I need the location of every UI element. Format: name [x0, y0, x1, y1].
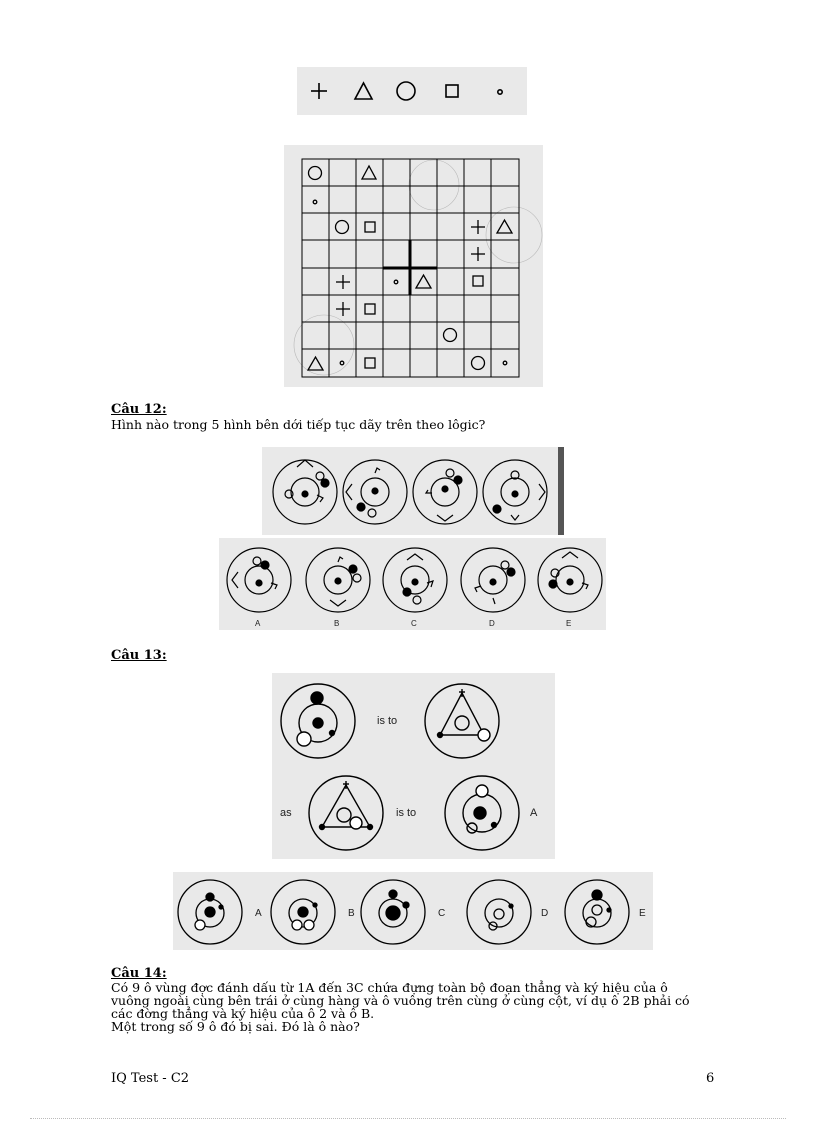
q14-heading: Câu 14: — [111, 966, 167, 981]
q12-options-graphic — [219, 538, 606, 630]
q13-options-figure — [173, 872, 653, 950]
q12-sequence-graphic — [262, 447, 564, 535]
sequence-figure-1 — [273, 460, 337, 524]
option-c-figure — [361, 880, 425, 944]
q12-option-a-label: A — [255, 619, 261, 628]
symbol-grid-puzzle — [284, 145, 543, 387]
q13-options-graphic — [173, 872, 653, 950]
q12-heading: Câu 12: — [111, 402, 167, 417]
q13-heading: Câu 13: — [111, 648, 167, 663]
option-c-figure — [383, 548, 447, 612]
sequence-figure-3 — [413, 460, 477, 524]
q13-as: as — [280, 807, 292, 819]
q13-answer-marker: A — [530, 807, 538, 819]
q14-text — [111, 981, 731, 1033]
analogy-fourth-term — [445, 776, 519, 850]
option-e-figure — [565, 880, 629, 944]
q12-option-c-label: C — [411, 619, 417, 628]
q14-line-2: vuông ngoài cùng bên trái ở cùng hàng và ô vuông trên cùng ở cùng cột, ví dụ ô 2B phải có — [111, 993, 690, 1008]
q13-option-a-label: A — [255, 908, 262, 919]
q13-option-d-label: D — [541, 908, 549, 919]
q13-option-e-label: E — [639, 908, 646, 919]
q13-analogy-graphic — [272, 673, 555, 859]
q14-line-4: Một trong số 9 ô đó bị sai. Đó là ô nào? — [111, 1019, 360, 1034]
option-e-figure — [538, 548, 602, 612]
q13-is-to-2: is to — [396, 807, 417, 819]
page-bottom-divider — [30, 1118, 786, 1119]
q14-line-3: các đờng thẳng và ký hiệu của ô 2 và ô B. — [111, 1006, 375, 1021]
option-b-figure — [271, 880, 335, 944]
q13-option-c-label: C — [438, 908, 446, 919]
symbol-legend-graphic — [297, 67, 527, 115]
q13-is-to-1: is to — [377, 715, 398, 727]
q12-sequence-figure — [262, 447, 564, 535]
q12-option-e-label: E — [566, 619, 572, 628]
q12-options-figure — [219, 538, 606, 630]
q13-analogy-figure — [272, 673, 555, 859]
option-b-figure — [306, 548, 370, 612]
option-a-figure — [178, 880, 242, 944]
footer-title: IQ Test - C2 — [111, 1071, 190, 1086]
sequence-figure-2 — [343, 460, 407, 524]
q14-line-1: Có 9 ô vùng đợc đánh dấu từ 1A đến 3C chứa đựng toàn bộ đoạn thẳng và ký hiệu của ô — [111, 980, 668, 995]
q12-option-b-label: B — [334, 619, 340, 628]
analogy-third-term — [309, 776, 383, 850]
analogy-second-term — [425, 684, 499, 758]
q12-option-d-label: D — [489, 619, 495, 628]
option-d-figure — [461, 548, 525, 612]
symbol-grid-graphic — [284, 145, 543, 387]
option-d-figure — [467, 880, 531, 944]
page-number: 6 — [706, 1071, 715, 1086]
symbol-legend — [297, 67, 527, 115]
option-a-figure — [227, 548, 291, 612]
q12-prompt: Hình nào trong 5 hình bên dới tiếp tục dãy trên theo lôgic? — [111, 417, 486, 432]
analogy-first-term — [281, 684, 355, 758]
sequence-figure-4 — [483, 460, 547, 524]
q13-option-b-label: B — [348, 908, 355, 919]
